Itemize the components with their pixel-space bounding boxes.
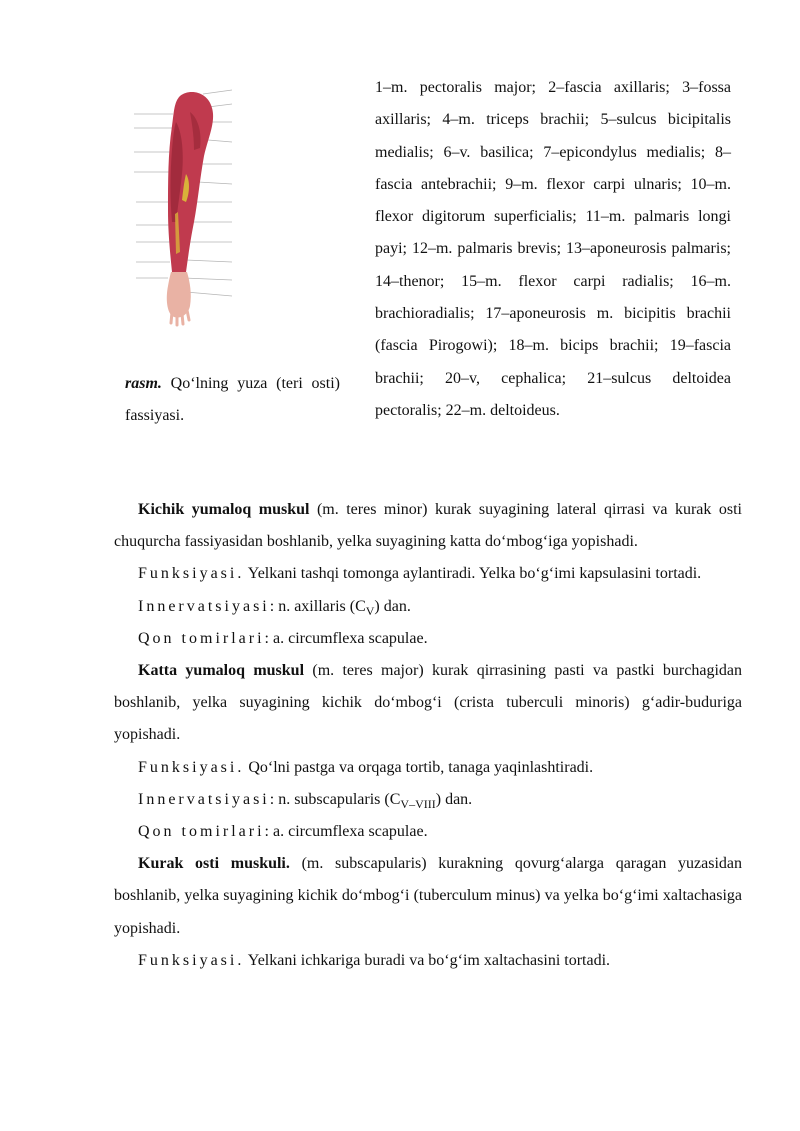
body-text [114, 494, 742, 977]
innervation-paragraph [114, 784, 742, 816]
innervation-label: Innervatsiyasi [138, 597, 270, 615]
blood-vessels-label: Qon tomirlari [138, 629, 265, 647]
function-paragraph [114, 945, 742, 977]
section-title: Katta yumaloq muskul [138, 662, 305, 680]
section-title: Kichik yumaloq muskul [138, 501, 310, 518]
innervation-paragraph [114, 591, 742, 623]
function-text: Yelkani ichkariga buradi va bo‘g‘im xaltachasini tortadi. [244, 951, 611, 969]
caption-text: Qo‘lning yuza (teri osti) fassiyasi. [125, 375, 340, 424]
section-intro-teres-minor [114, 494, 742, 558]
innervation-subscript: V–VIII [400, 796, 436, 811]
innervation-text: : n. subscapularis (C [269, 790, 401, 808]
innervation-text: : n. axillaris (C [269, 597, 366, 615]
function-text: Yelkani tashqi tomonga aylantiradi. Yelka bo‘g‘imi kapsulasini tortadi. [244, 565, 702, 583]
function-paragraph [114, 558, 742, 590]
function-label: Funksiyasi. [138, 951, 245, 969]
figure-legend: 1–m. pectoralis major; 2–fascia axillaris; 3–fossa axillaris; 4–m. triceps brachii; 5–sulcus bicipitalis medialis; 6–v. basilica; 7–epicondylus medialis; 8– fascia antebrachii; 9–m. flexor carpi ulnaris; 10–m. flexor digitorum superficialis; 11–m. palmaris longi payi; 12–m. palmaris brevis; 13–aponeurosis palmaris; 14–thenor; 15–m. flexor carpi radialis; 16–m. brachioradialis; 17–aponeurosis m. bicipitis brachii (fascia Pirogowi); 18–m. bicips brachii; 19–fascia brachii; 20–v, cephalica; 21–sulcus deltoidea pectoralis; 22–m. deltoideus. [375, 79, 731, 419]
arm-fascia-illustration-icon [128, 82, 238, 327]
function-text: Qo‘lni pastga va orqaga tortib, tanaga yaqinlashtiradi. [244, 758, 594, 776]
section-description: (m. subscapularis) kurakning qovurg‘alarga qaragan yuzasidan boshlanib, yelka suyagining kichik do‘mbog‘i (tuberculum minus) va yelka bo‘g‘imi xaltachasiga yopishadi. [114, 855, 742, 937]
innervation-end: ) dan. [374, 597, 411, 615]
section-description: (m. teres major) kurak qirrasining pasti va pastki burchagidan boshlanib, yelka suyagining kichik do‘mbog‘i (crista tuberculi minoris) g‘adir-buduriga yopishadi. [114, 662, 742, 744]
function-label: Funksiyasi. [138, 758, 245, 776]
innervation-label: Innervatsiyasi [138, 790, 270, 808]
blood-vessels-paragraph [114, 623, 742, 655]
section-intro-subscapularis [114, 848, 742, 945]
arm-fascia-figure [128, 82, 238, 327]
blood-vessels-text: : a. circumflexa scapulae. [264, 629, 428, 647]
innervation-end: ) dan. [435, 790, 473, 808]
caption-label: rasm. [125, 375, 162, 392]
section-intro-teres-major [114, 655, 742, 752]
function-label: Funksiyasi. [138, 565, 245, 583]
section-title: Kurak osti muskuli. [138, 855, 290, 873]
innervation-subscript: V [365, 603, 375, 618]
function-paragraph [114, 752, 742, 784]
blood-vessels-text: : a. circumflexa scapulae. [264, 823, 428, 841]
blood-vessels-paragraph [114, 816, 742, 848]
blood-vessels-label: Qon tomirlari [138, 823, 265, 841]
section-description: (m. teres minor) kurak suyagining lateral qirrasi va kurak osti chuqurcha fassiyasidan boshlanib, yelka suyagining katta do‘mbog‘iga yopishadi. [114, 501, 743, 551]
figure-caption [125, 368, 340, 432]
